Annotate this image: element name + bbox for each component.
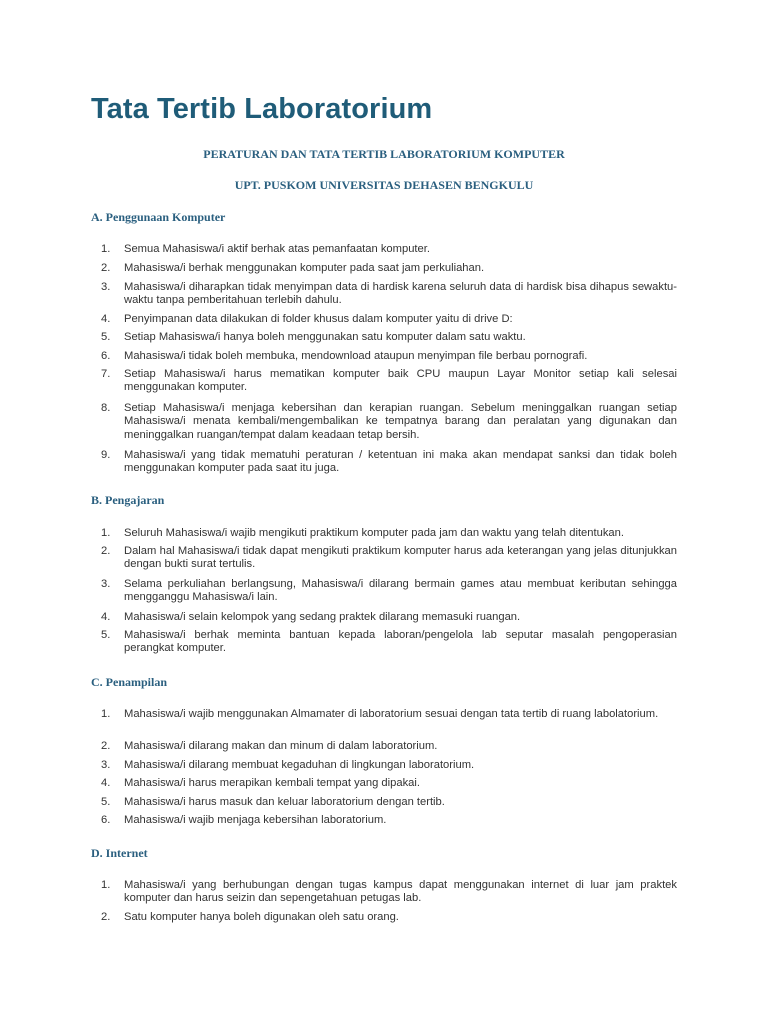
item-number: 9. bbox=[101, 449, 111, 461]
item-number: 2. bbox=[101, 911, 111, 923]
item-text: Setiap Mahasiswa/i harus mematikan komputer baik CPU maupun Layar Monitor setiap kali selesai menggunakan komputer. bbox=[124, 368, 677, 394]
item-text: Mahasiswa/i harus masuk dan keluar laboratorium dengan tertib. bbox=[124, 796, 445, 808]
page-title: Tata Tertib Laboratorium bbox=[91, 93, 433, 125]
item-text: Mahasiswa/i tidak boleh membuka, mendownload ataupun menyimpan file berbau pornografi. bbox=[124, 350, 588, 362]
item-text: Semua Mahasiswa/i aktif berhak atas pemanfaatan komputer. bbox=[124, 243, 430, 255]
item-number: 2. bbox=[101, 740, 111, 752]
item-number: 4. bbox=[101, 777, 111, 789]
item-number: 5. bbox=[101, 331, 111, 343]
item-text: Selama perkuliahan berlangsung, Mahasiswa/i dilarang bermain games atau membuat keributan sehingga mengganggu Mahasiswa/i lain. bbox=[124, 578, 677, 604]
item-number: 3. bbox=[101, 759, 111, 771]
item-text: Mahasiswa/i berhak meminta bantuan kepada laboran/pengelola lab seputar masalah pengoperasian perangkat komputer. bbox=[124, 629, 677, 655]
item-text: Mahasiswa/i dilarang membuat kegaduhan di lingkungan laboratorium. bbox=[124, 759, 475, 771]
institution-subtitle: UPT. PUSKOM UNIVERSITAS DEHASEN BENGKULU bbox=[234, 178, 534, 192]
item-text: Setiap Mahasiswa/i menjaga kebersihan dan kerapian ruangan. Sebelum meninggalkan ruangan setiap Mahasiswa/i menata kembali/mengembalikan ke tempatnya barang dan peralatan yang digunakan dan meninggalkan ruangan/tempat dalam keadaan tetap bersih. bbox=[124, 402, 677, 441]
item-text: Mahasiswa/i harus merapikan kembali tempat yang dipakai. bbox=[124, 777, 420, 789]
section-heading-a: A. Penggunaan Komputer bbox=[91, 210, 226, 224]
item-number: 8. bbox=[101, 402, 111, 414]
item-text: Mahasiswa/i berhak menggunakan komputer pada saat jam perkuliahan. bbox=[124, 262, 485, 274]
section-heading-c: C. Penampilan bbox=[91, 675, 168, 689]
item-number: 7. bbox=[101, 368, 111, 380]
item-text: Mahasiswa/i yang tidak mematuhi peraturan / ketentuan ini maka akan mendapat sanksi dan tidak boleh menggunakan komputer pada saat itu juga. bbox=[124, 449, 677, 475]
item-text: Mahasiswa/i yang berhubungan dengan tugas kampus dapat menggunakan internet di luar jam praktek komputer dan harus seizin dan sepengetahuan petugas lab. bbox=[124, 879, 677, 905]
section-heading-d: D. Internet bbox=[91, 846, 148, 860]
item-text: Mahasiswa/i diharapkan tidak menyimpan data di hardisk karena seluruh data di hardisk bisa dihapus sewaktu-waktu tanpa pemberitahuan terlebih dahulu. bbox=[124, 281, 677, 307]
item-number: 6. bbox=[101, 350, 111, 362]
item-text: Mahasiswa/i wajib menjaga kebersihan laboratorium. bbox=[124, 814, 387, 826]
item-text: Mahasiswa/i wajib menggunakan Almamater di laboratorium sesuai dengan tata tertib di ruang labolatorium. bbox=[124, 708, 659, 720]
item-number: 1. bbox=[101, 243, 111, 255]
item-number: 1. bbox=[101, 879, 111, 891]
section-heading-b: B. Pengajaran bbox=[91, 493, 165, 507]
item-number: 2. bbox=[101, 262, 111, 274]
item-number: 1. bbox=[101, 527, 111, 539]
item-number: 5. bbox=[101, 796, 111, 808]
item-number: 2. bbox=[101, 545, 111, 557]
item-number: 6. bbox=[101, 814, 111, 826]
item-number: 3. bbox=[101, 578, 111, 590]
document-subtitle: PERATURAN DAN TATA TERTIB LABORATORIUM KOMPUTER bbox=[203, 147, 565, 161]
item-number: 4. bbox=[101, 611, 111, 623]
item-number: 3. bbox=[101, 281, 111, 293]
item-text: Penyimpanan data dilakukan di folder khusus dalam komputer yaitu di drive D: bbox=[124, 313, 513, 325]
item-number: 5. bbox=[101, 629, 111, 641]
item-number: 1. bbox=[101, 708, 111, 720]
item-text: Seluruh Mahasiswa/i wajib mengikuti praktikum komputer pada jam dan waktu yang telah ditentukan. bbox=[124, 527, 624, 539]
item-text: Setiap Mahasiswa/i hanya boleh menggunakan satu komputer dalam satu waktu. bbox=[124, 331, 526, 343]
item-text: Mahasiswa/i dilarang makan dan minum di dalam laboratorium. bbox=[124, 740, 438, 752]
item-text: Mahasiswa/i selain kelompok yang sedang praktek dilarang memasuki ruangan. bbox=[124, 611, 521, 623]
item-text: Satu komputer hanya boleh digunakan oleh satu orang. bbox=[124, 911, 399, 923]
item-number: 4. bbox=[101, 313, 111, 325]
item-text: Dalam hal Mahasiswa/i tidak dapat mengikuti praktikum komputer harus ada keterangan yang jelas ditunjukkan dengan bukti surat tertulis. bbox=[124, 545, 677, 571]
